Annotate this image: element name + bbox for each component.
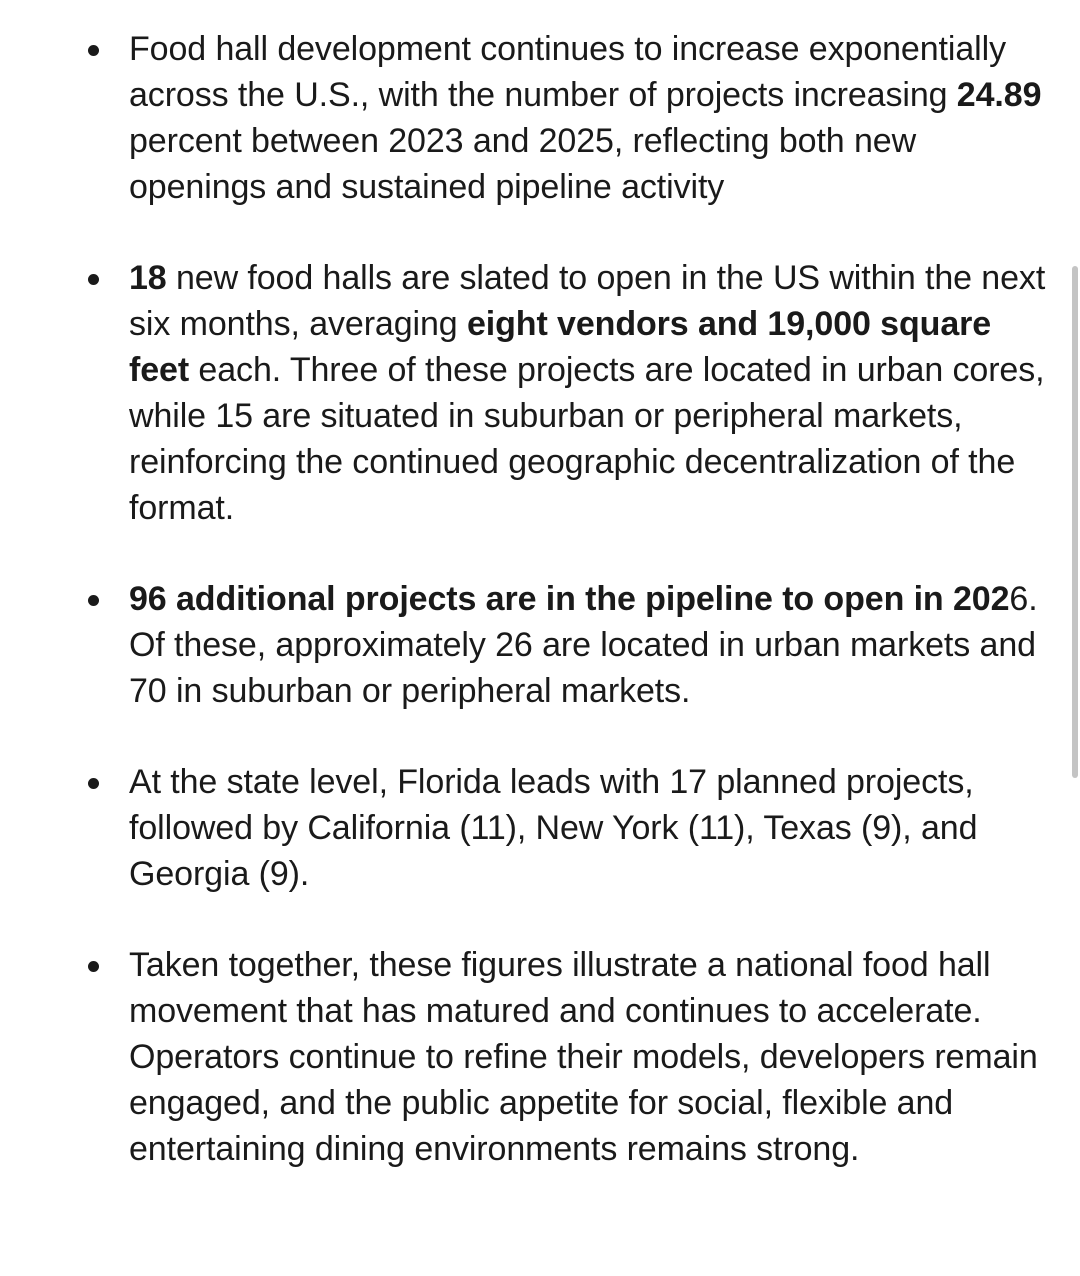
bullet-dot-icon [88, 778, 99, 789]
bullet-item-5 [0, 942, 1060, 1172]
bullet-text: Food hall development continues to increase exponentially across the U.S., with the number of projects increasing 24.89 percent between 2023 and 2025, reflecting both new openings and sustained pipeline activity [129, 30, 1042, 206]
bullet-item-3 [0, 576, 1060, 714]
bullet-item-2 [0, 255, 1060, 531]
bullet-dot-icon [88, 274, 99, 285]
bullet-item-1 [0, 26, 1060, 210]
bullet-dot-icon [88, 961, 99, 972]
bullet-dot-icon [88, 595, 99, 606]
article-body [0, 26, 1060, 1217]
bullet-text: 96 additional projects are in the pipeline to open in 2026. Of these, approximately 26 are located in urban markets and 70 in suburban or peripheral markets. [129, 580, 1038, 710]
bullet-dot-icon [88, 45, 99, 56]
bullet-text: Taken together, these figures illustrate a national food hall movement that has matured and continues to accelerate. Operators continue to refine their models, developers remain engaged, and the public appetite for social, flexible and entertaining dining environments remains strong. [129, 946, 1038, 1168]
bullet-text: 18 new food halls are slated to open in the US within the next six months, averaging eight vendors and 19,000 square feet each. Three of these projects are located in urban cores, while 15 are situated in suburban or peripheral markets, reinforcing the continued geographic decentralization of the format. [129, 259, 1046, 527]
bullet-item-4 [0, 759, 1060, 897]
vertical-scrollbar[interactable] [1072, 266, 1078, 778]
bullet-text: At the state level, Florida leads with 17 planned projects, followed by California (11), New York (11), Texas (9), and Georgia (9). [129, 763, 978, 893]
bullet-list [0, 26, 1060, 1172]
